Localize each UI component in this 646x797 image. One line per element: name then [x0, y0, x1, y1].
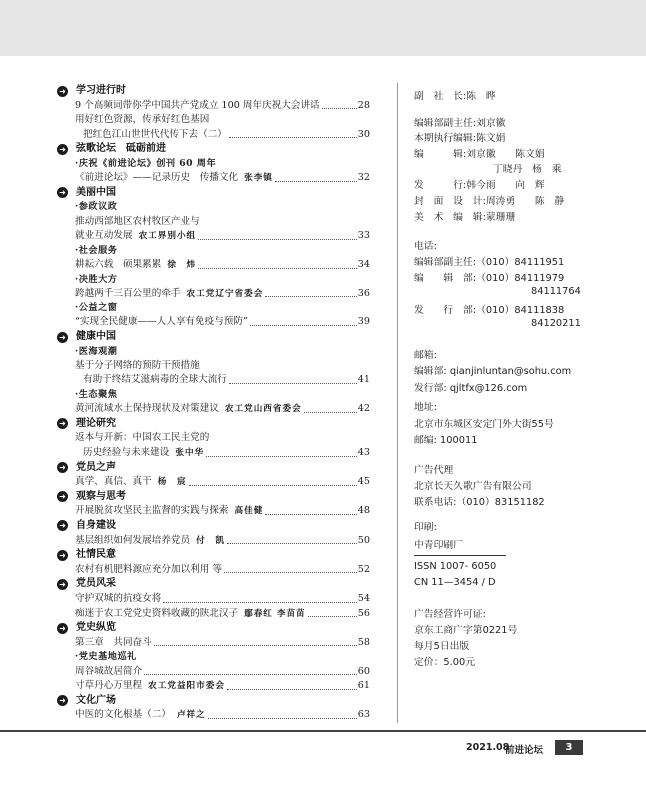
toc-entry-title: 中医的文化根基（二）	[75, 709, 171, 721]
toc-entry-author: 高佳健	[234, 506, 264, 517]
phone-row-3: 发 行 部:（010）84111838	[414, 305, 565, 316]
toc-section-title: 党员之声	[76, 461, 116, 473]
toc-entry-title: 有助于终结艾滋病毒的全球大流行	[83, 374, 227, 386]
toc-entry-author: 徐 炜	[167, 259, 197, 270]
mail-row-1: 编辑部: qianjinluntan@sohu.com	[414, 366, 572, 377]
toc-entry-author: 张李镇	[244, 173, 273, 184]
license-heading: 广告经营许可证:	[414, 609, 486, 620]
editors-row-2: 丁晓丹 杨 乘	[493, 164, 562, 175]
toc-entry[interactable]	[57, 592, 370, 607]
toc-entry[interactable]	[57, 287, 370, 302]
price: 定价：5.00元	[414, 657, 476, 668]
table-of-contents	[57, 84, 370, 723]
toc-entry-author: 农工党辽宁省委会	[186, 288, 264, 299]
toc-entry-author: 农工党山西省委会	[224, 404, 302, 415]
toc-entry-page: 61	[357, 680, 370, 692]
toc-entry-title: 基层组织如何发展培养党员	[75, 534, 191, 546]
page-number: 3	[555, 740, 583, 755]
ad-company: 北京长天久歌广告有限公司	[414, 481, 532, 492]
ad-heading: 广告代理	[414, 465, 454, 476]
deputy-director-row: 副 社 长:陈 晔	[414, 91, 496, 102]
toc-section-title: 美丽中国	[76, 186, 116, 198]
toc-entry-author: 付 凯	[196, 535, 225, 546]
toc-entry[interactable]	[57, 708, 370, 723]
toc-entry-title-line: 推动西部地区农村牧区产业与	[75, 215, 200, 227]
toc-section-heading	[57, 577, 370, 592]
toc-entry-page: 33	[357, 230, 370, 242]
phone-heading: 电话:	[414, 241, 437, 252]
arrow-circle-icon: ➜	[57, 187, 68, 198]
toc-entry-title: 就业互动发展	[75, 230, 133, 242]
toc-leader-dots	[198, 258, 357, 269]
toc-entry-page: 28	[357, 99, 370, 111]
toc-section-heading	[57, 84, 370, 99]
toc-leader-dots	[208, 708, 357, 719]
toc-entry-page: 52	[357, 563, 370, 575]
toc-entry-page: 42	[357, 403, 370, 415]
toc-column-label: ·生态聚焦	[75, 389, 118, 401]
toc-section-heading	[57, 621, 370, 636]
print-heading: 印刷:	[414, 522, 437, 533]
toc-section-title: 自身建设	[76, 519, 116, 531]
toc-entry-page: 32	[357, 172, 370, 184]
toc-entry[interactable]	[57, 679, 370, 694]
toc-entry[interactable]	[57, 373, 370, 388]
toc-column-label: ·公益之窗	[75, 302, 118, 314]
distribution-row: 发 行:韩今雨 向 辉	[414, 180, 545, 191]
toc-column-label: ·庆祝《前进论坛》创刊 60 周年	[75, 157, 217, 169]
publish-schedule: 每月5日出版	[414, 641, 470, 652]
toc-entry-title-line: 用好红色资源，传承好红色基因	[75, 114, 210, 126]
toc-entry-author: 农工党益阳市委会	[148, 681, 225, 692]
toc-section-title: 弦歌论坛 砥砺前进	[76, 143, 166, 155]
toc-entry-title: 跨越两千三百公里的牵手	[75, 287, 181, 299]
toc-section-heading	[57, 694, 370, 709]
toc-leader-dots	[227, 679, 357, 690]
toc-entry[interactable]	[57, 607, 370, 622]
arrow-circle-icon: ➜	[57, 144, 68, 155]
toc-entry[interactable]	[57, 258, 370, 273]
printer-underline	[414, 555, 506, 556]
toc-entry-author: 杨 宸	[157, 477, 187, 488]
toc-leader-dots	[198, 229, 357, 240]
toc-section-title: 党员风采	[76, 578, 116, 590]
toc-entry-title: 周谷城故居简介	[75, 665, 143, 677]
toc-section-title: 健康中国	[76, 331, 116, 343]
toc-section-heading	[57, 490, 370, 505]
toc-entry-author: 卢祥之	[176, 710, 206, 721]
toc-leader-dots	[250, 315, 357, 326]
toc-section-title: 观察与思考	[76, 490, 126, 502]
toc-leader-dots	[229, 373, 357, 384]
arrow-circle-icon: ➜	[57, 491, 68, 502]
phone-row-3b: 84120211	[531, 318, 581, 329]
toc-entry[interactable]	[57, 504, 370, 519]
toc-entry-title: 《前进论坛》——记录历史 传播文化	[75, 172, 239, 184]
toc-entry-title: 耕耘六载 硕果累累	[75, 258, 162, 270]
toc-section-heading	[57, 519, 370, 534]
ad-phone-row: 联系电话:（010）83151182	[414, 497, 545, 508]
toc-entry-title: 第三章 共同奋斗	[75, 636, 152, 648]
issn: ISSN 1007- 6050	[414, 561, 497, 572]
toc-entry-page: 36	[357, 287, 370, 299]
toc-entry-page: 34	[357, 258, 370, 270]
phone-row-2b: 84111764	[531, 286, 581, 297]
arrow-circle-icon: ➜	[57, 520, 68, 531]
address-heading: 地址:	[414, 402, 437, 413]
footer-rule	[0, 730, 646, 732]
toc-section-title: 文化广场	[76, 694, 116, 706]
toc-leader-dots	[189, 475, 357, 486]
toc-entry-title: 黄河流域水土保持现状及对策建议	[75, 403, 219, 415]
toc-entry[interactable]	[57, 315, 370, 330]
toc-leader-dots	[265, 287, 356, 298]
cn-number: CN 11—3454 / D	[414, 577, 496, 588]
arrow-circle-icon: ➜	[57, 579, 68, 590]
toc-section-title: 学习进行时	[76, 85, 126, 96]
toc-entry[interactable]	[57, 636, 370, 651]
toc-entry-page: 56	[357, 607, 370, 619]
toc-entry[interactable]	[57, 229, 370, 244]
toc-entry-title: 寸草丹心万里程	[75, 680, 143, 692]
toc-entry-author: 农工界别小组	[138, 231, 197, 242]
column-divider	[397, 83, 398, 723]
toc-entry-author: 鄢春红 李苗苗	[244, 608, 306, 619]
toc-entry[interactable]	[57, 99, 370, 114]
toc-entry-title: 真学、真信、真干	[75, 476, 152, 488]
mail-heading: 邮箱:	[414, 350, 437, 361]
toc-leader-dots	[227, 534, 357, 545]
toc-entry-title: 开展脱贫攻坚民主监督的实践与探索	[75, 505, 229, 517]
editorial-deputy-row: 编辑部副主任:刘京徽	[414, 118, 506, 129]
toc-leader-dots	[308, 607, 357, 618]
arrow-circle-icon: ➜	[57, 623, 68, 634]
issue-date: 2021.08	[466, 742, 510, 753]
toc-leader-dots	[229, 128, 357, 139]
toc-section-heading	[57, 186, 370, 201]
toc-section-heading	[57, 142, 370, 157]
toc-entry[interactable]	[57, 171, 370, 186]
toc-entry[interactable]	[57, 665, 370, 680]
exec-editor-row: 本期执行编辑:陈文娟	[414, 133, 506, 144]
toc-entry-page: 63	[357, 709, 370, 721]
license: 京东工商广字第0221号	[414, 625, 518, 636]
toc-entry-title: 历史经验与未来建设	[83, 447, 170, 458]
toc-section-heading	[57, 330, 370, 345]
arrow-circle-icon: ➜	[57, 418, 68, 429]
toc-column-label: ·党史基地巡礼	[75, 651, 137, 663]
editors-row: 编 辑:刘京徽 陈文娟	[414, 149, 545, 160]
toc-entry-page: 43	[357, 447, 370, 458]
toc-entry-title: 守护双城的抗疫女将	[75, 592, 162, 604]
toc-entry-page: 39	[357, 316, 370, 328]
toc-leader-dots	[154, 636, 357, 647]
toc-entry-page: 50	[357, 534, 370, 546]
printer: 中青印刷厂	[414, 540, 463, 551]
magazine-name: 前进论坛	[505, 745, 544, 756]
toc-section-title: 理论研究	[76, 417, 116, 429]
toc-entry-title-line: 基于分子网络的预防干预措施	[75, 359, 200, 371]
phone-row-1: 编辑部副主任:（010）84111951	[414, 257, 565, 268]
toc-leader-dots	[224, 563, 357, 574]
arrow-circle-icon: ➜	[57, 695, 68, 706]
toc-section-heading	[57, 461, 370, 476]
toc-section-title: 社情民意	[76, 549, 116, 561]
arrow-circle-icon: ➜	[57, 462, 68, 473]
toc-leader-dots	[265, 504, 356, 515]
toc-column-label: ·社会服务	[75, 244, 118, 256]
toc-section-title: 党史纵览	[76, 622, 116, 634]
toc-entry-page: 54	[357, 592, 370, 604]
toc-section-heading	[57, 417, 370, 432]
toc-leader-dots	[206, 446, 357, 457]
toc-leader-dots	[322, 99, 357, 110]
toc-leader-dots	[163, 592, 356, 603]
page-footer	[0, 739, 646, 759]
toc-entry-page: 30	[357, 128, 370, 140]
toc-leader-dots	[144, 665, 357, 676]
toc-entry-page: 58	[357, 636, 370, 648]
toc-entry-title: 把红色江山世世代代传下去（二）	[83, 128, 227, 140]
toc-leader-dots	[275, 171, 357, 182]
toc-entry-page: 45	[357, 476, 370, 488]
toc-entry-title: 农村有机肥料源应充分加以利用 等	[75, 563, 222, 575]
toc-entry-title: “实现全民健康——人人享有免疫与预防”	[75, 316, 248, 328]
toc-entry[interactable]	[57, 446, 370, 461]
cover-design-row: 封 面 设 计:周涛勇 陈 静	[414, 196, 565, 207]
art-editor-row: 美 术 编 辑:蒙珊珊	[414, 212, 516, 223]
toc-column-label: ·医海观潮	[75, 345, 118, 357]
toc-column-label: ·参政议政	[75, 201, 118, 213]
toc-entry[interactable]	[57, 475, 370, 490]
toc-column-label: ·决胜大方	[75, 273, 118, 285]
mail-row-2: 发行部: qjltfx@126.com	[414, 383, 528, 394]
arrow-circle-icon: ➜	[57, 86, 68, 97]
arrow-circle-icon: ➜	[57, 332, 68, 343]
toc-entry-author: 张中华	[175, 448, 205, 458]
toc-entry-page: 41	[357, 374, 370, 386]
toc-entry-page: 48	[357, 505, 370, 517]
address: 北京市东城区安定门外大街55号	[414, 419, 554, 430]
toc-entry-title: 9 个高频词带你学中国共产党成立 100 周年庆祝大会讲话	[75, 99, 320, 111]
toc-entry-title-line: 返本与开新：中国农工民主党的	[75, 432, 210, 444]
toc-entry[interactable]	[57, 563, 370, 578]
toc-entry[interactable]	[57, 128, 370, 143]
toc-entry-page: 60	[357, 665, 370, 677]
toc-section-heading	[57, 548, 370, 563]
toc-entry[interactable]	[57, 534, 370, 549]
toc-leader-dots	[304, 402, 357, 413]
arrow-circle-icon: ➜	[57, 550, 68, 561]
postcode-row: 邮编: 100011	[414, 435, 478, 446]
top-band	[0, 0, 646, 56]
toc-entry-title: 痴迷于农工党党史资料收藏的陕北汉子	[75, 607, 239, 619]
phone-row-2: 编 辑 部:（010）84111979	[414, 273, 565, 284]
toc-entry[interactable]	[57, 402, 370, 417]
